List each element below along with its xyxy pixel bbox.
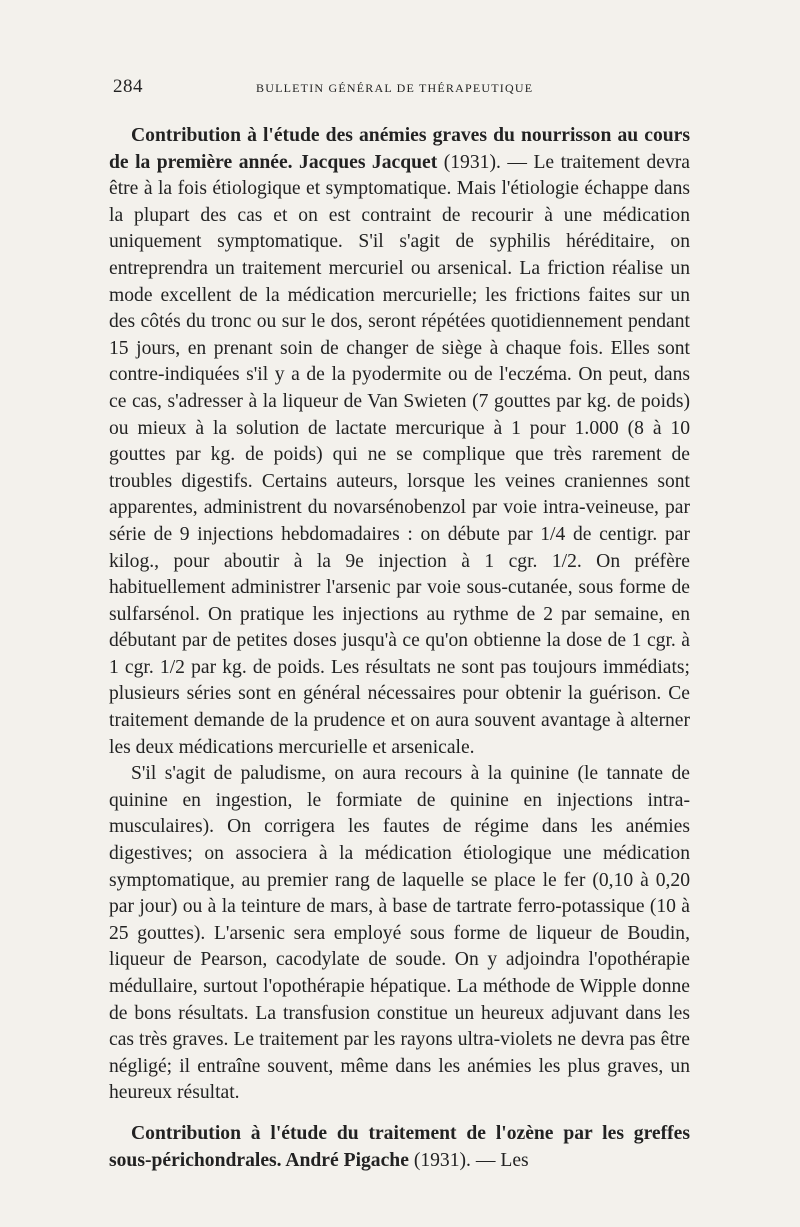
running-head: BULLETIN GÉNÉRAL DE THÉRAPEUTIQUE	[256, 81, 534, 95]
entry-anemies-year: (1931).	[443, 151, 501, 173]
entry-ozene-title: Contribution à l'étude du traitement de l'ozène par les greffes sous-périchondrales. André Pigache	[109, 1122, 690, 1171]
entry-anemies-paragraph-2: S'il s'agit de paludisme, on aura recours à la quinine (le tannate de quinine en ingestion, le formiate de quinine en injections intra-musculaires). On corrigera les fautes de régime dans les anémies digestives; on associera à la médication étiologique une médication symptomatique, au premier rang de laquelle se place le fer (0,10 à 0,20 par jour) ou à la teinture de mars, à base de tartrate ferro-potassique (10 à 25 gouttes). L'arsenic sera employé sous forme de liqueur de Boudin, liqueur de Pearson, cacodylate de soude. On y adjoindra l'opothérapie médullaire, surtout l'opothérapie hépatique. La méthode de Wipple donne de bons résultats. La transfusion constitue un heureux adjuvant dans les cas très graves. Le traitement par les rayons ultra-violets ne devra pas être négligé; il entraîne souvent, même dans les anémies les plus graves, un heureux résultat.	[109, 763, 690, 1104]
entry-ozene-paragraph	[109, 1121, 690, 1174]
page-number: 284	[113, 76, 143, 97]
entry-ozene-year: (1931).	[413, 1149, 471, 1171]
section-gap	[109, 1107, 690, 1121]
page-header	[113, 76, 693, 100]
entry-ozene-dash: —	[475, 1149, 496, 1171]
page-body	[109, 123, 690, 1174]
entry-anemies-dash: —	[507, 151, 527, 173]
entry-anemies-paragraph-1	[109, 123, 690, 761]
entry-ozene-text: Les	[500, 1149, 529, 1171]
entry-anemies-text-1: Le traitement devra être à la fois étiologique et symptomatique. Mais l'étiologie échappe dans la plupart des cas et on est contraint de recourir à une médication uniquement symptomatique. S'il s'agit de syphilis héréditaire, on entreprendra un traitement mercuriel ou arsenical. La friction réalise un mode excellent de la médication mercurielle; les frictions faites sur un des côtés du tronc ou sur le dos, seront répétées quotidiennement pendant 15 jours, en prenant soin de changer de siège à chaque fois. Elles sont contre-indiquées s'il y a de la pyodermite ou de l'eczéma. On peut, dans ce cas, s'adresser à la liqueur de Van Swieten (7 gouttes par kg. de poids) ou mieux à la solution de lactate mercurique à 1 pour 1.000 (8 à 10 gouttes par kg. de poids) qui ne se complique que très rarement de troubles digestifs. Certains auteurs, lorsque les veines craniennes sont apparentes, administrent du novarsénobenzol par voie intra-veineuse, par série de 9 injections hebdomadaires : on débute par 1/4 de centigr. par kilog., pour aboutir à la 9e injection à 1 cgr. 1/2. On préfère habituellement administrer l'arsenic par voie sous-cutanée, sous forme de sulfarsénol. On pratique les injections au rythme de 2 par semaine, en débutant par de petites doses jusqu'à ce qu'on obtienne la dose de 1 cgr. à 1 cgr. 1/2 par kg. de poids. Les résultats ne sont pas toujours immédiats; plusieurs séries sont en général nécessaires pour obtenir la guérison. Ce traitement demande de la prudence et on aura souvent avantage à alterner les deux médications mercurielle et arsenicale.	[109, 151, 690, 758]
entry-anemies-title: Contribution à l'étude des anémies graves du nourrisson au cours de la première année. Jacques Jacquet	[109, 125, 690, 173]
